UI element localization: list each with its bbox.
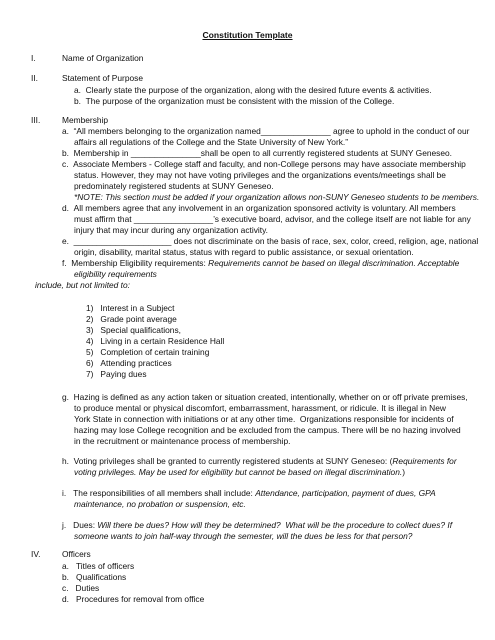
membership-item-g-line-4: hazing may lose College recognition and be excluded from the campus. There will be no hazing involved — [74, 425, 461, 435]
membership-item-j-line-2: someone wants to join half-way through the semester, will the dues be less for that person? — [74, 531, 413, 541]
section-heading: Officers — [62, 549, 91, 559]
eligibility-list-item: 5) Completion of certain training — [86, 347, 210, 357]
membership-item-f-line-2: eligibility requirements — [74, 269, 157, 279]
membership-item-e-line-1: e. _____________________ does not discriminate on the basis of race, sex, color, creed, religion, age, national — [62, 236, 479, 246]
section-heading: Membership — [62, 115, 109, 125]
membership-item-h-line-1 — [62, 456, 457, 467]
eligibility-list-item: 1) Interest in a Subject — [86, 303, 175, 313]
eligibility-label: f. Membership Eligibility requirements: — [62, 258, 209, 268]
membership-item-c-line-2: status. However, they may not have voting privileges and the organizations events/meetings shall be — [74, 170, 446, 180]
membership-item-c-note: *NOTE: This section must be added if your organization allows non-SUNY Geneseo students to be members. — [74, 192, 480, 202]
membership-item-i-line-2: maintenance, no probation or suspension, etc. — [74, 499, 246, 509]
eligibility-list-item: 3) Special qualifications, — [86, 325, 181, 335]
membership-item-a-line-2: affairs all regulations of the College and the State University of New York.” — [74, 137, 349, 147]
membership-item-f-line-1 — [62, 258, 459, 269]
membership-item-f-line-3: include, but not limited to: — [35, 280, 130, 290]
officers-item: d. Procedures for removal from office — [62, 594, 205, 604]
membership-item-c-line-3: predominately registered students at SUNY Geneseo. — [74, 181, 274, 191]
voting-guidance: Requirements for — [392, 456, 457, 466]
membership-item-a-line-1: a. “All members belonging to the organization named_______________ agree to uphold in the conduct of our — [62, 126, 470, 136]
membership-item-c-line-1: c. Associate Members - College staff and faculty, and non-College persons may have associate membership — [62, 159, 466, 169]
eligibility-list-item: 6) Attending practices — [86, 358, 172, 368]
membership-item-g-line-5: in the recruitment or maintenance process of membership. — [74, 436, 291, 446]
voting-close-paren: ) — [402, 467, 406, 477]
membership-item-d-line-1: d. All members agree that any involvement in an organization sponsored activity is voluntary. All members — [62, 203, 456, 213]
membership-item-g-line-3: York State in connection with initiations or at any other time. Organizations responsible for incidents of — [74, 414, 454, 424]
voting-guidance-continued: voting privileges. May be used for eligibility but cannot be based on illegal discrimination. — [74, 467, 403, 477]
purpose-item-a: a. Clearly state the purpose of the organization, along with the desired future events & activities. — [74, 85, 432, 95]
section-heading: Statement of Purpose — [62, 73, 144, 83]
section-number: II. — [31, 73, 38, 83]
section-number: I. — [31, 53, 36, 63]
dues-guidance: Will there be dues? How will they be determined? What will be the procedure to collect dues? If — [97, 520, 453, 530]
responsibilities-label: i. The responsibilities of all members shall include: — [62, 488, 256, 498]
eligibility-list-item: 7) Paying dues — [86, 369, 147, 379]
officers-item: a. Titles of officers — [62, 561, 135, 571]
section-number: IV. — [31, 549, 41, 559]
officers-item: c. Duties — [62, 583, 100, 593]
eligibility-guidance: Requirements cannot be based on illegal discrimination. Acceptable — [208, 258, 460, 268]
membership-item-e-line-2: origin, disability, marital status, status with regard to public assistance, or sexual orientation. — [74, 247, 414, 257]
membership-item-d-line-2: must affirm that _________________’s executive board, advisor, and the college itself are not liable for any — [74, 214, 471, 224]
eligibility-list-item: 4) Living in a certain Residence Hall — [86, 336, 225, 346]
membership-item-i-line-1 — [62, 488, 436, 499]
membership-item-b: b. Membership in _______________shall be open to all currently registered students at SUNY Geneseo. — [62, 148, 452, 158]
membership-item-g-line-2: to produce mental or physical discomfort, embarrassment, harassment, or ridicule. It is illegal in New — [74, 403, 446, 413]
eligibility-list-item: 2) Grade point average — [86, 314, 177, 324]
membership-item-h-line-2 — [74, 467, 405, 478]
document-title: Constitution Template — [202, 30, 293, 40]
responsibilities-guidance: Attendance, participation, payment of dues, GPA — [255, 488, 436, 498]
membership-item-g-line-1: g. Hazing is defined as any action taken or situation created, intentionally, whether on or off private premises, — [62, 392, 468, 402]
section-number: III. — [31, 115, 41, 125]
section-heading: Name of Organization — [62, 53, 144, 63]
membership-item-j-line-1 — [62, 520, 452, 531]
dues-label: j. Dues: — [62, 520, 98, 530]
purpose-item-b: b. The purpose of the organization must be consistent with the mission of the College. — [74, 96, 395, 106]
voting-label: h. Voting privileges shall be granted to currently registered students at SUNY Geneseo: ( — [62, 456, 393, 466]
membership-item-d-line-3: injury that may incur during any organization activity. — [74, 225, 268, 235]
officers-item: b. Qualifications — [62, 572, 127, 582]
